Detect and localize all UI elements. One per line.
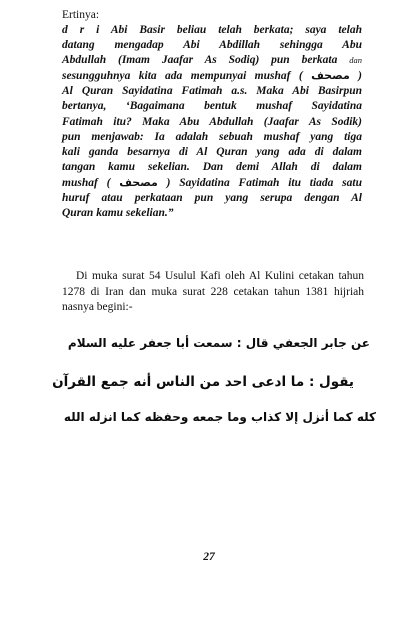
page-number: 27 [203,551,215,563]
quote-line: kali ganda besarnya di Al Quran yang ada di dalam [62,145,362,158]
quote-line: datang mengadap Abi Abdillah sehingga Abu [62,39,362,52]
arabic-line: يقول : ما ادعى احد من الناس أنه جمع القرآن [52,374,354,390]
small-dan: dan [349,55,363,66]
quote-line: Quran kamu sekelian.” [62,207,174,220]
quote-line [62,175,362,191]
quote-line: d r i Abi Basir beliau telah berkata; saya telah [62,24,362,36]
arabic-line: كله كما أنزل إلا كذاب وما جمعه وحفظه كما انزله الله [63,410,376,424]
quote-line [62,53,362,68]
quote-line-text: ) Sayidatina Fatimah itu tiada satu [166,176,362,189]
ertinya-label: Ertinya: [62,9,100,21]
quote-line: tangan kamu sekelian. Dan demi Allah di dalam [62,160,362,173]
arabic-handwritten-text [52,330,376,440]
quote-line: Al Quran Sayidatina Fatimah a.s. Maka Abi Basirpun [62,85,362,98]
arabic-line: عن جابر الجعفي قال : سمعت أبا جعفر عليه السلام [67,336,370,350]
quote-line: bertanya, ‘Bagaimana bentuk mushaf Sayidatina [62,100,362,113]
arabic-mushaf-word: مصحف [311,69,350,83]
close-paren: ) [358,70,362,83]
arabic-mushaf-word: مصحف [119,175,158,189]
quote-line-text: sesungguhnya kita ada mempunyai mushaf ( [62,70,303,83]
quote-line-text: mushaf ( [62,176,111,189]
body-paragraph [62,269,364,316]
quoted-translation [62,23,362,221]
paragraph-line: 1278 di Iran dan muka surat 228 cetakan tahun 1381 hijriah [62,285,364,298]
quote-line [62,68,362,84]
paragraph-line: nasnya begini:- [62,301,133,313]
quote-line: Fatimah itu? Maka Abu Abdullah (Jaafar As Sodik) [62,115,362,128]
paragraph-line: Di muka surat 54 Usulul Kafi oleh Al Kulini cetakan tahun [76,270,364,282]
quote-line-text: Abdullah (Imam Jaafar As Sodiq) pun berkata [62,54,338,67]
quote-line: pun menjawab: Ia adalah sebuah mushaf yang tiga [62,130,362,143]
quote-line: huruf atau perkataan pun yang serupa dengan Al [62,192,362,205]
